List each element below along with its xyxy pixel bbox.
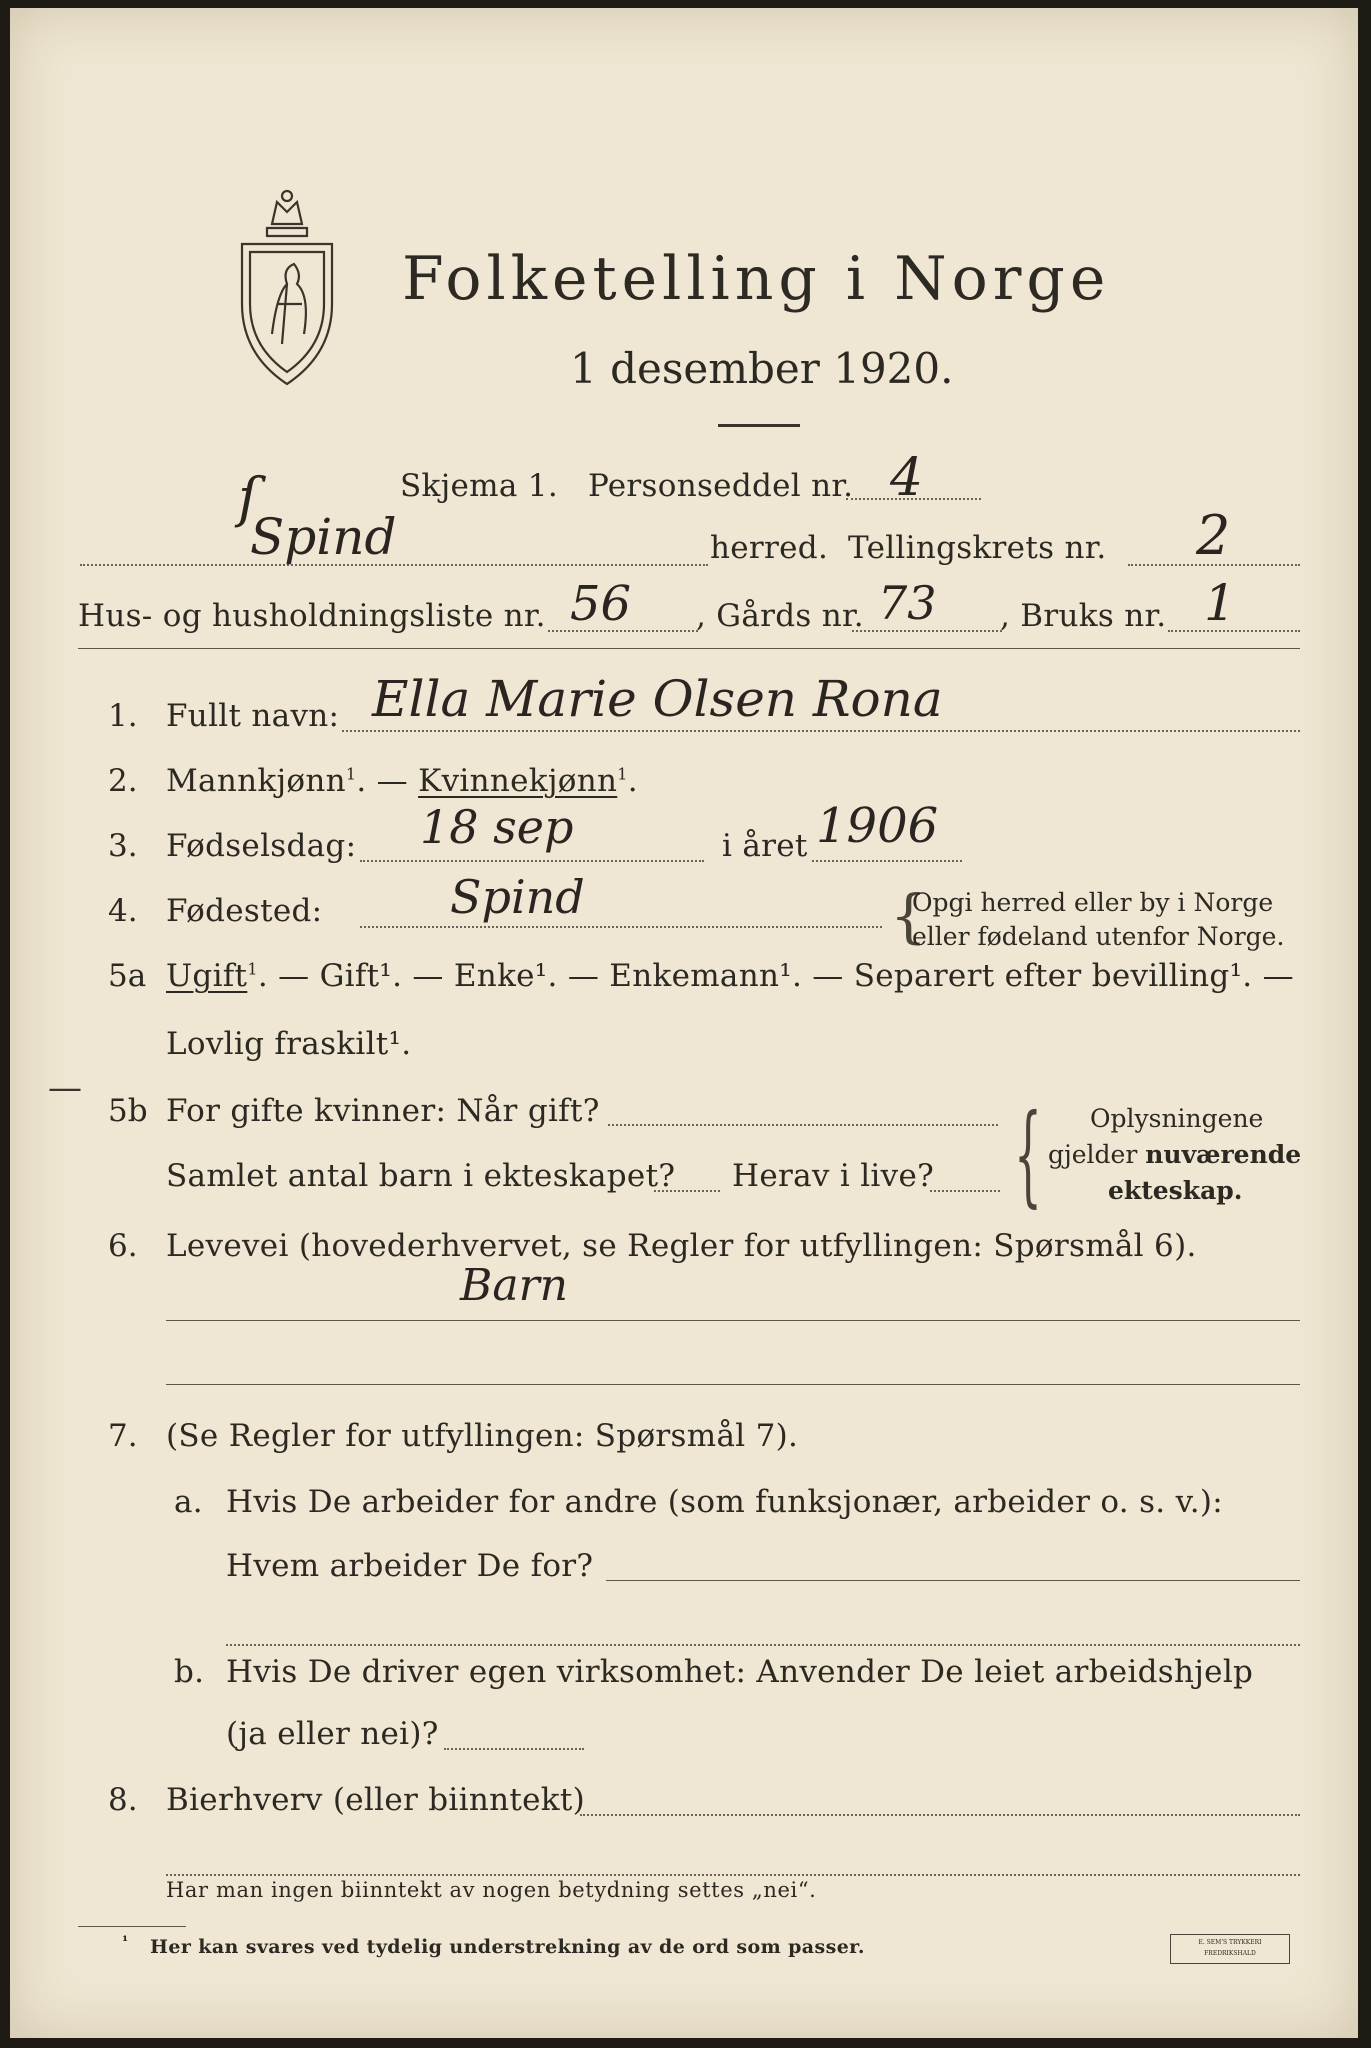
gards-dots (852, 630, 1002, 632)
q3-label: Fødselsdag: (166, 828, 357, 864)
q7a-line-1[interactable] (606, 1580, 1300, 1581)
q5a-fraskilt[interactable]: Lovlig fraskilt¹. (166, 1026, 412, 1062)
q1-label: Fullt navn: (166, 698, 340, 734)
personseddel-label: Personseddel nr. (588, 468, 854, 504)
q8-number: 8. (108, 1782, 138, 1818)
footnote-rule (78, 1926, 186, 1927)
q6-line-1 (166, 1320, 1300, 1321)
q6-label: Levevei (hovederhvervet, se Regler for utfyllingen: Spørsmål 6). (166, 1228, 1197, 1264)
q2-number: 2. (108, 763, 138, 799)
tellingskrets-value[interactable]: 2 (1196, 504, 1231, 567)
q5b-dots-3 (930, 1190, 1000, 1192)
q5b-label-1: For gifte kvinner: Når gift? (166, 1093, 600, 1129)
q3-year-dots (812, 860, 962, 862)
q5b-dots-2 (654, 1190, 720, 1192)
bottom-note: Har man ingen biinntekt av nogen betydning settes „nei“. (166, 1878, 817, 1902)
margin-tick: — (48, 1068, 82, 1108)
q4-label: Fødested: (166, 893, 323, 929)
q3-value[interactable]: 18 sep (420, 800, 574, 854)
q2-male[interactable]: Mannkjønn (166, 763, 346, 799)
q7b-dots[interactable] (444, 1748, 584, 1750)
q1-dots (342, 730, 1300, 732)
q1-number: 1. (108, 698, 138, 734)
q7a-text: Hvis De arbeider for andre (som funksjonær, arbeider o. s. v.): (226, 1484, 1224, 1520)
printer-stamp (1170, 1934, 1290, 1964)
q8-label: Bierhverv (eller biinntekt) (166, 1782, 586, 1818)
footnote-text: Her kan svares ved tydelig understrekning av de ord som passer. (150, 1936, 865, 1958)
q3-dots (360, 860, 704, 862)
q1-value[interactable]: Ella Marie Olsen Rona (372, 670, 943, 728)
q4-note-2: eller fødeland utenfor Norge. (912, 922, 1285, 951)
q5b-label-3: Herav i live? (732, 1158, 935, 1194)
bruks-label: , Bruks nr. (1000, 598, 1167, 634)
q5a-row: Ugift$^1$. — Gift¹. — Enke¹. — Enkemann¹. — Separert efter bevilling¹. — (166, 958, 1294, 994)
q7b-text: Hvis De driver egen virksomhet: Anvender De leiet arbeidshjelp (226, 1654, 1254, 1690)
q5b-brace: { (1014, 1090, 1042, 1218)
q4-brace: { (890, 882, 927, 950)
q5b-note-3: ekteskap. (1108, 1176, 1243, 1205)
q2-end: . (627, 763, 638, 799)
title-divider (718, 424, 800, 427)
gards-label: , Gårds nr. (696, 598, 864, 634)
q3-year-value[interactable]: 1906 (816, 798, 939, 854)
census-date: 1 desember 1920. (570, 344, 954, 393)
q5b-dots-1 (608, 1124, 998, 1126)
stamp-line-1: E. SEM'S TRYKKERI (1198, 1939, 1262, 1946)
q5a-number: 5a (108, 958, 147, 994)
q2-female[interactable]: Kvinnekjønn (418, 763, 618, 799)
herred-label: herred. (710, 530, 829, 566)
q5b-label-2: Samlet antal barn i ekteskapet? (166, 1158, 676, 1194)
q5b-note-1: Oplysningene (1090, 1104, 1264, 1133)
q7a-question: Hvem arbeider De for? (226, 1548, 594, 1584)
q2-dash: . — (356, 763, 408, 799)
bruks-value[interactable]: 1 (1204, 574, 1236, 632)
q6-number: 6. (108, 1228, 138, 1264)
q5b-note-2b: nuværende (1145, 1140, 1302, 1169)
q5b-number: 5b (108, 1093, 148, 1129)
hus-label: Hus- og husholdningsliste nr. (78, 598, 546, 634)
q5a-ugift[interactable]: Ugift (166, 958, 248, 994)
hus-value[interactable]: 56 (570, 576, 632, 632)
q7a-line-2[interactable] (226, 1644, 1300, 1646)
herred-value[interactable]: Spind (250, 508, 397, 566)
q7-label: (Se Regler for utfyllingen: Spørsmål 7). (166, 1418, 799, 1454)
q3-number: 3. (108, 828, 138, 864)
q4-dots (360, 926, 882, 928)
q7a-letter: a. (174, 1484, 203, 1520)
q7b-question: (ja eller nei)? (226, 1716, 439, 1752)
page-title: Folketelling i Norge (402, 244, 1111, 314)
census-form (10, 8, 1358, 2038)
q5a-options[interactable]: . — Gift¹. — Enke¹. — Enkemann¹. — Separert efter bevilling¹. — (257, 958, 1294, 994)
q6-value[interactable]: Barn (460, 1260, 568, 1311)
q4-number: 4. (108, 893, 138, 929)
stamp-line-2: FREDRIKSHALD (1204, 1950, 1256, 1957)
q2-row: Mannkjønn$^1$. — Kvinnekjønn$^1$. (166, 763, 638, 799)
tellingskrets-label: Tellingskrets nr. (848, 530, 1107, 566)
skjema-label: Skjema 1. (400, 468, 558, 504)
q4-note-1: Opgi herred eller by i Norge (912, 888, 1274, 917)
q8-line-2[interactable] (166, 1874, 1300, 1876)
margin-mark: ſ (238, 466, 258, 529)
footnote-mark: ¹ (122, 1934, 129, 1950)
q7-number: 7. (108, 1418, 138, 1454)
q4-value[interactable]: Spind (450, 870, 585, 924)
q6-line-2 (166, 1384, 1300, 1385)
q5b-note-2 (1048, 1140, 1301, 1169)
personseddel-value[interactable]: 4 (890, 448, 924, 508)
q3-year-label: i året (722, 828, 808, 864)
q8-dots[interactable] (580, 1814, 1300, 1816)
gards-value[interactable]: 73 (878, 576, 937, 630)
coat-of-arms-icon (232, 184, 342, 394)
q7b-letter: b. (174, 1654, 205, 1690)
header-rule (78, 648, 1300, 649)
q5b-note-2a: gjelder (1048, 1140, 1146, 1169)
